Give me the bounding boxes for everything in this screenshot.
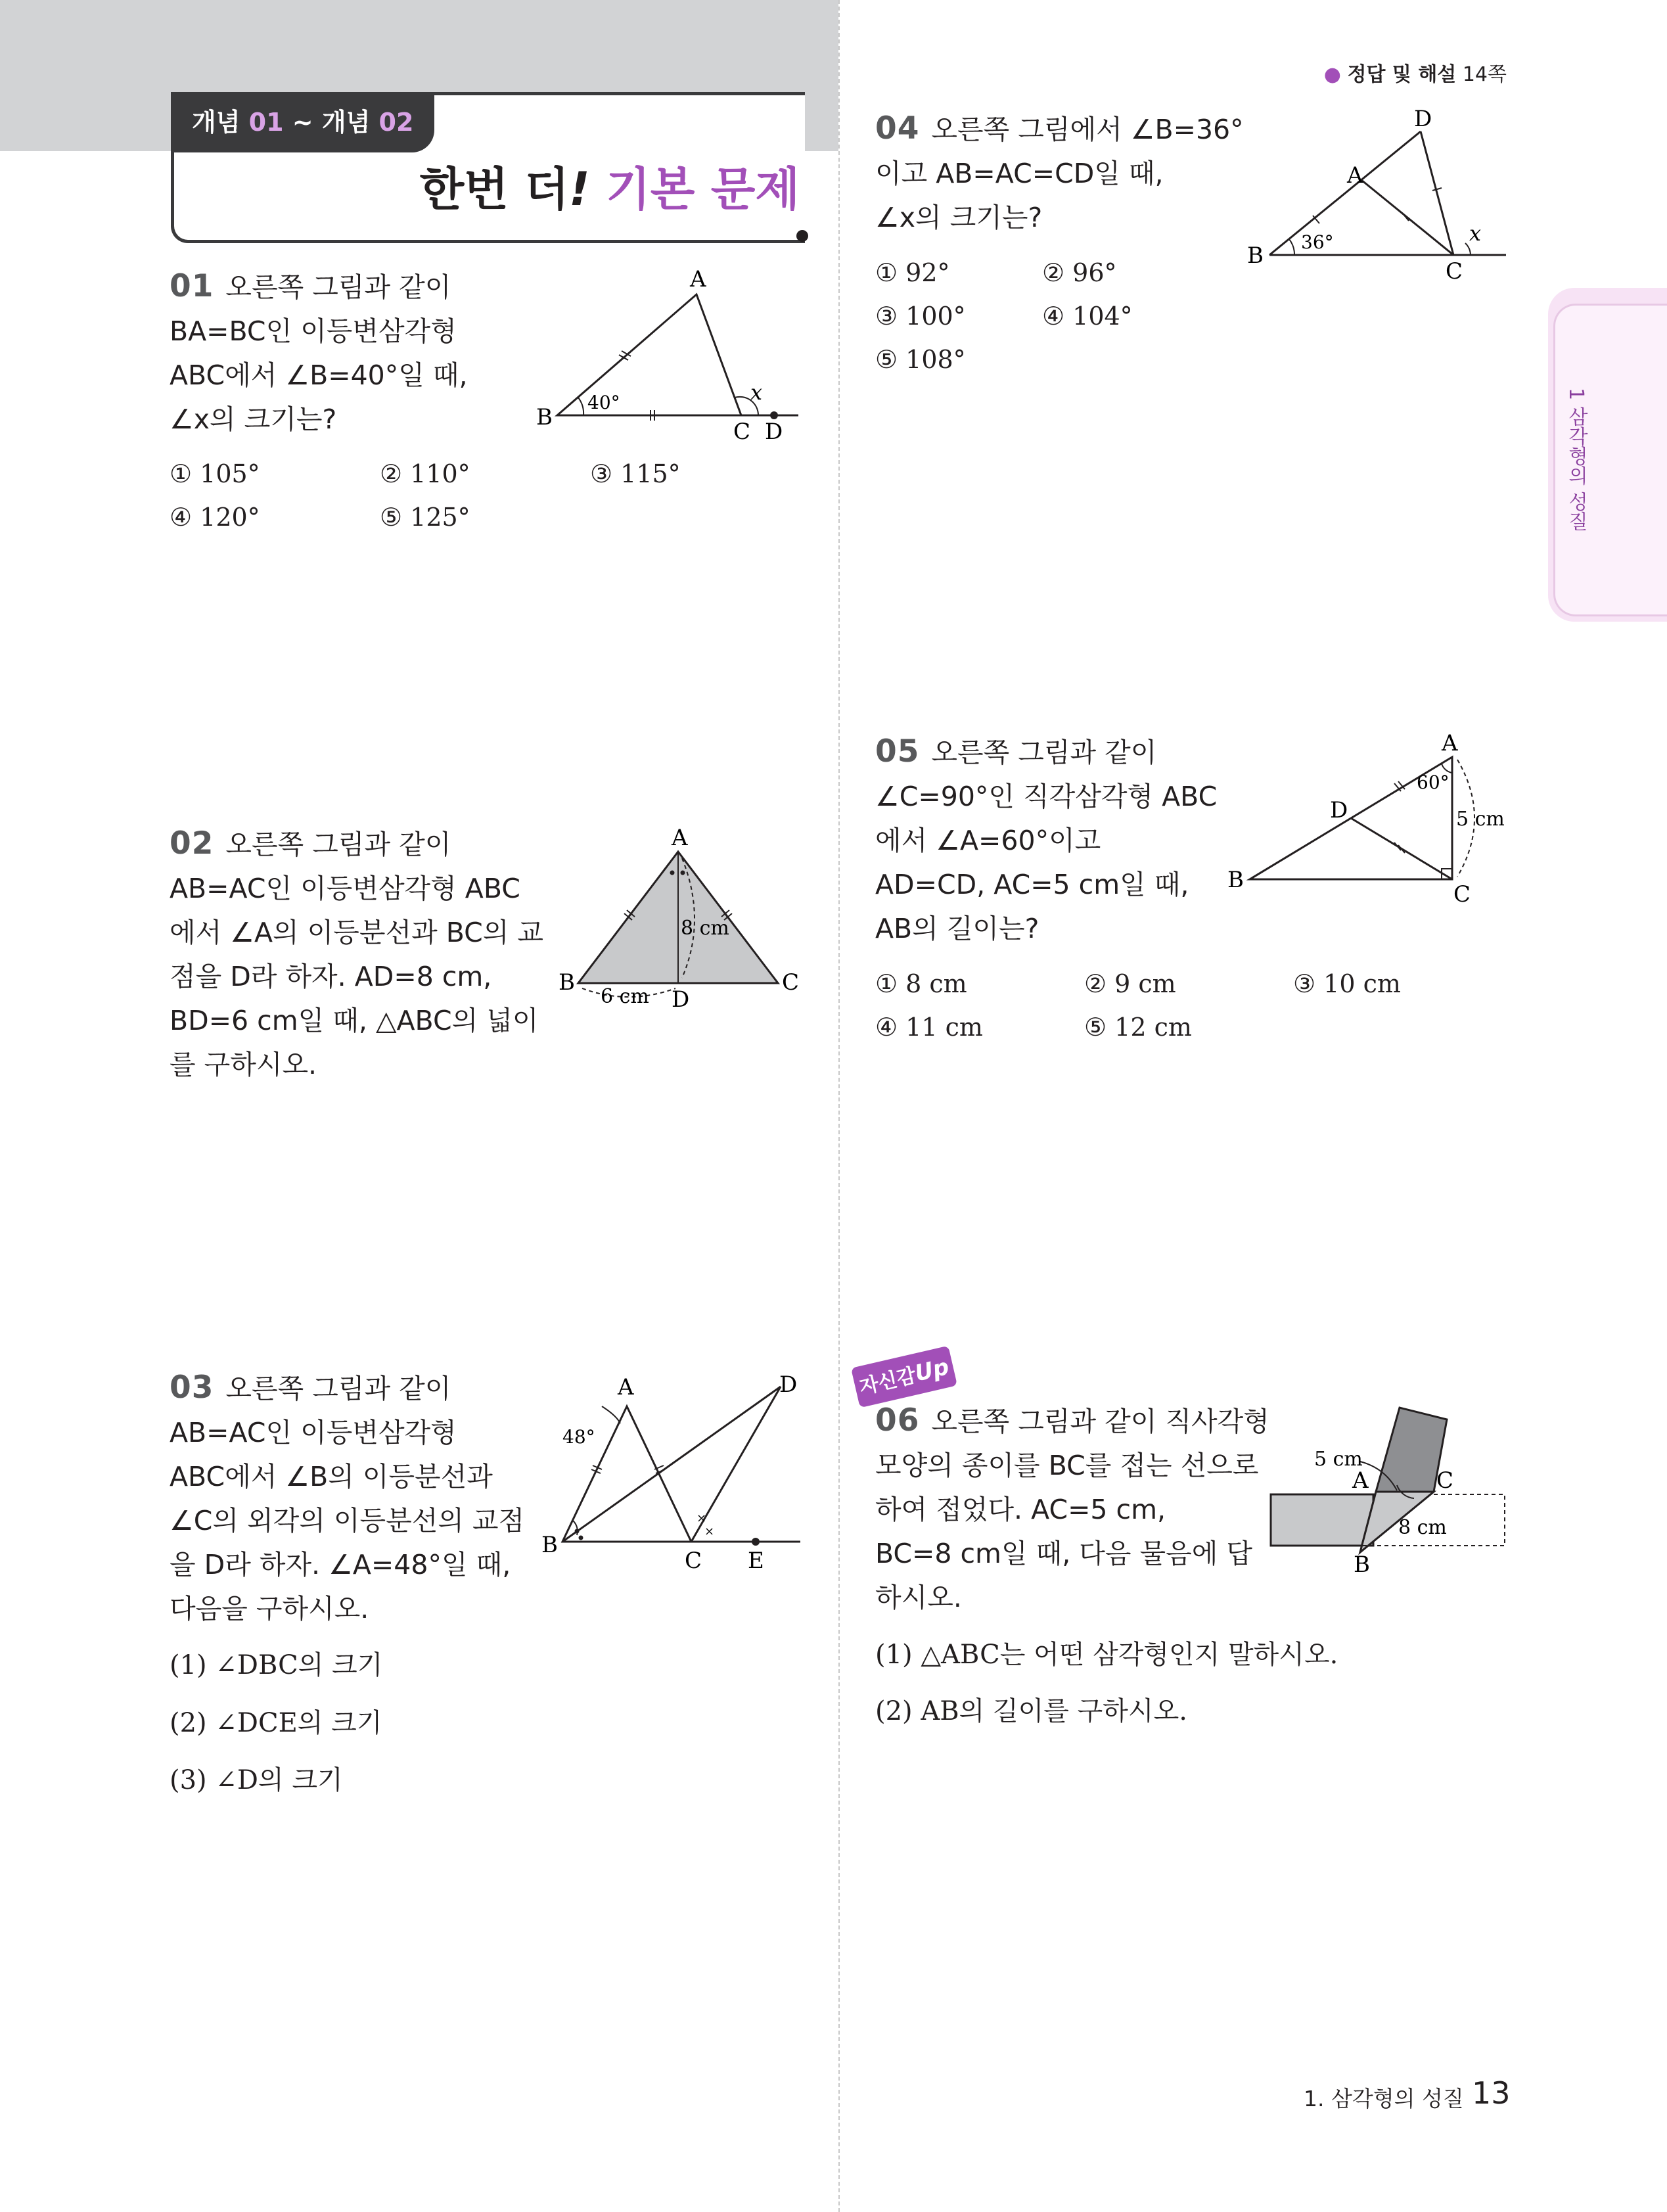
label-c: C <box>1436 1467 1454 1494</box>
concept-number: 02 <box>378 108 414 137</box>
concept-number: 01 <box>248 108 284 137</box>
label-c: C <box>685 1548 702 1574</box>
choice-item[interactable]: ① 8 cm <box>875 969 967 998</box>
bullet-icon: ● <box>1323 63 1341 86</box>
problem-04 <box>875 106 1243 240</box>
label-b: B <box>536 404 553 430</box>
label-b: B <box>559 969 575 996</box>
problem-text: 오른쪽 그림과 같이 <box>225 1373 451 1404</box>
problem-text: 하시오. <box>875 1582 962 1613</box>
problem-03 <box>170 1366 537 1631</box>
answer-ref-page: 14쪽 <box>1462 63 1507 86</box>
page-number: 13 <box>1472 2075 1511 2111</box>
label-e: E <box>748 1548 764 1574</box>
figure-02 <box>552 821 815 1019</box>
angle-label: 48° <box>562 1426 595 1448</box>
label-a: A <box>690 266 706 292</box>
segment-ac <box>1361 180 1453 255</box>
choice-item[interactable]: ④ 11 cm <box>875 1013 983 1042</box>
problem-number: 06 <box>875 1402 920 1439</box>
triangle-abc <box>557 294 741 415</box>
side-label: 5 cm <box>1456 808 1505 831</box>
sub-question: (2) ∠DCE의 크기 <box>170 1708 382 1738</box>
choice-item[interactable]: ④ 104° <box>1042 302 1133 331</box>
choice-item[interactable]: ② 9 cm <box>1084 969 1176 998</box>
label-b: B <box>1227 867 1244 893</box>
problem-number: 02 <box>170 825 214 862</box>
label-c: C <box>782 969 800 996</box>
label-c: C <box>1446 258 1463 285</box>
label-c: C <box>1453 881 1471 908</box>
problem-number: 04 <box>875 110 920 147</box>
base-label: 6 cm <box>601 985 649 1008</box>
angle-cross: × <box>696 1511 707 1525</box>
segment-dc <box>1421 131 1453 255</box>
angle-x-label: x <box>1469 221 1482 246</box>
choice-item[interactable]: ② 96° <box>1042 258 1117 287</box>
angle-dot <box>681 871 685 875</box>
problem-text: 이고 AB=AC=CD일 때, <box>875 158 1164 189</box>
page-title <box>420 152 800 219</box>
problem-text: AD=CD, AC=5 cm일 때, <box>875 869 1189 900</box>
choice-item[interactable]: ④ 120° <box>170 503 260 532</box>
choices-05 <box>875 962 1401 1049</box>
label-d: D <box>672 986 690 1013</box>
problem-text: ∠C의 외각의 이등분선의 교점 <box>170 1505 525 1536</box>
label-c: C <box>733 419 751 445</box>
column-divider <box>838 0 840 2212</box>
height-label: 8 cm <box>681 917 729 940</box>
label-d: D <box>1330 797 1348 823</box>
chapter-tab-label: 1 삼각형의 성질 <box>1564 388 1587 532</box>
problem-number: 05 <box>875 733 920 770</box>
segment-bd <box>1269 131 1421 255</box>
angle-dot <box>670 871 675 875</box>
problem-text: BC=8 cm일 때, 다음 물음에 답 <box>875 1538 1252 1569</box>
problem-text: BD=6 cm일 때, △ABC의 넓이 <box>170 1005 539 1036</box>
problem-text: ABC에서 ∠B=40°일 때, <box>170 359 468 391</box>
problem-text: 점을 D라 하자. AD=8 cm, <box>170 961 492 992</box>
sub-question: (2) AB의 길이를 구하시오. <box>875 1696 1187 1726</box>
label-b: B <box>1247 242 1264 269</box>
answer-ref-label: 정답 및 해설 <box>1347 63 1457 86</box>
concept-label: 개념 <box>321 108 371 137</box>
label-b: B <box>541 1532 558 1558</box>
title-accent: 기본 문제 <box>606 162 800 216</box>
problem-05 <box>875 729 1243 951</box>
problem-text: ABC에서 ∠B의 이등분선과 <box>170 1461 493 1492</box>
paper-strip <box>1271 1494 1373 1546</box>
ac-length-label: 5 cm <box>1314 1448 1363 1471</box>
label-b: B <box>1354 1552 1370 1578</box>
point-e <box>752 1538 760 1546</box>
problem-number: 03 <box>170 1370 214 1406</box>
concept-label: 개념 <box>192 108 240 137</box>
problem-text: 오른쪽 그림과 같이 <box>225 271 451 303</box>
concept-separator: ~ <box>283 108 322 137</box>
badge-text: 자신감 <box>857 1364 919 1400</box>
figure-04 <box>1242 105 1511 289</box>
figure-03 <box>539 1366 815 1582</box>
label-a: A <box>672 825 688 851</box>
problem-02 <box>170 821 544 1087</box>
label-a: A <box>1347 162 1363 189</box>
choices-01 <box>170 452 681 539</box>
problem-text: AB=AC인 이등변삼각형 ABC <box>170 873 520 904</box>
choice-item[interactable]: ① 92° <box>875 258 950 287</box>
choice-item[interactable]: ③ 115° <box>590 459 681 488</box>
problem-text: 오른쪽 그림과 같이 직사각형 <box>931 1406 1269 1437</box>
label-d: D <box>1414 106 1432 132</box>
problem-text: 하여 접었다. AC=5 cm, <box>875 1494 1166 1525</box>
angle-a-arrow <box>602 1406 620 1423</box>
problem-text: AB=AC인 이등변삼각형 <box>170 1417 457 1448</box>
figure-05 <box>1222 731 1511 908</box>
choices-04 <box>875 251 1133 381</box>
angle-dot <box>575 1529 580 1534</box>
sub-question: (1) △ABC는 어떤 삼각형인지 말하시오. <box>875 1640 1338 1670</box>
angle-label: 60° <box>1417 772 1450 793</box>
problem-06 <box>875 1398 1269 1620</box>
problem-text: 을 D라 하자. ∠A=48°일 때, <box>170 1549 511 1580</box>
label-a: A <box>618 1374 634 1400</box>
problem-text: BA=BC인 이등변삼각형 <box>170 315 457 347</box>
problem-text: ∠C=90°인 직각삼각형 ABC <box>875 781 1218 812</box>
label-d: D <box>779 1371 798 1398</box>
problem-text: ∠x의 크기는? <box>170 403 337 435</box>
figure-01 <box>532 263 821 453</box>
label-a: A <box>1352 1467 1369 1494</box>
angle-label: 36° <box>1301 231 1334 253</box>
angle-label: 40° <box>587 392 620 413</box>
label-a: A <box>1442 731 1458 756</box>
footer-chapter: 1. 삼각형의 성질 <box>1304 2086 1464 2111</box>
sub-question: (1) ∠DBC의 크기 <box>170 1650 383 1680</box>
choice-item[interactable]: ② 110° <box>380 459 470 488</box>
angle-cross: × <box>704 1525 715 1538</box>
problem-text: 를 구하시오. <box>170 1049 317 1080</box>
title-bang: ! <box>568 162 590 216</box>
angle-dot <box>579 1536 583 1540</box>
bc-length-label: 8 cm <box>1398 1516 1447 1539</box>
problem-text: AB의 길이는? <box>875 913 1039 944</box>
choice-item[interactable]: ⑤ 12 cm <box>1084 1013 1192 1042</box>
problem-text: 에서 ∠A=60°이고 <box>875 825 1101 856</box>
choice-item[interactable]: ⑤ 125° <box>380 503 470 532</box>
angle-b-arc <box>578 398 583 415</box>
problem-text: ∠x의 크기는? <box>875 202 1043 233</box>
angle-x-label: x <box>750 380 763 405</box>
problem-text: 오른쪽 그림에서 ∠B=36° <box>931 114 1244 145</box>
label-d: D <box>765 419 783 445</box>
problem-text: 오른쪽 그림과 같이 <box>931 737 1157 768</box>
answer-reference <box>1324 58 1507 87</box>
problem-01 <box>170 264 537 442</box>
problem-text: 모양의 종이를 BC를 접는 선으로 <box>875 1450 1259 1481</box>
problem-text: 다음을 구하시오. <box>170 1593 369 1624</box>
title-main: 한번 더 <box>419 162 569 216</box>
header-dot <box>796 230 808 242</box>
choice-item[interactable]: ① 105° <box>170 459 260 488</box>
concept-tag <box>171 92 434 152</box>
problem-number: 01 <box>170 268 214 304</box>
figure-06 <box>1268 1400 1518 1584</box>
badge-up-text: Up <box>912 1353 952 1387</box>
bisector-bd <box>562 1387 781 1542</box>
problem-text: 에서 ∠A의 이등분선과 BC의 교 <box>170 917 544 948</box>
choice-item[interactable]: ③ 100° <box>875 302 966 331</box>
angle-b-arc <box>1289 239 1294 255</box>
choice-item[interactable]: ③ 10 cm <box>1293 969 1401 998</box>
sub-question: (3) ∠D의 크기 <box>170 1765 343 1795</box>
choice-item[interactable]: ⑤ 108° <box>875 345 966 374</box>
problem-text: 오른쪽 그림과 같이 <box>225 829 451 860</box>
